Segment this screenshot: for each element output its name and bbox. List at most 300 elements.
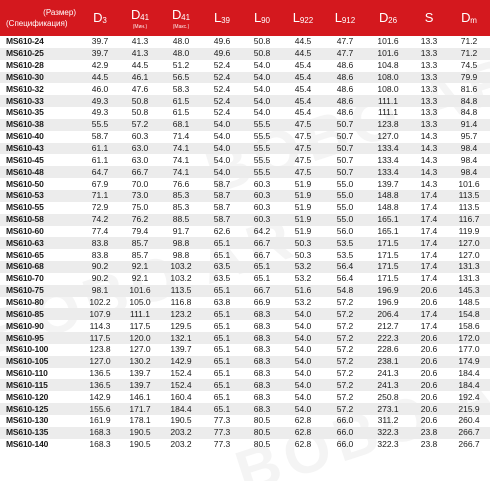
value-cell: 83.8 [91,249,109,260]
value-cell: 17.4 [420,320,438,331]
value-cell: 50.7 [336,154,354,165]
value-cell: 131.3 [458,261,480,272]
value-cell: 54.0 [294,356,312,367]
value-cell: 50.7 [336,166,354,177]
table-row [0,356,490,368]
value-cell: 45.4 [294,95,312,106]
column-symbol [335,10,355,25]
value-cell: 17.4 [420,308,438,319]
column-symbol-letter: D [461,10,471,25]
value-cell: 65.1 [213,332,231,343]
value-cell: 85.3 [172,190,190,201]
value-cell: 190.5 [129,427,151,438]
value-cell: 14.3 [420,166,438,177]
value-cell: 119.9 [458,225,480,236]
value-cell: 17.4 [420,237,438,248]
value-cell: 55.5 [253,143,271,154]
value-cell: 60.3 [253,178,271,189]
value-cell: 92.1 [131,273,149,284]
value-cell: 68.3 [253,403,271,414]
value-cell: 66.7 [253,285,271,296]
value-cell: 52.4 [213,95,231,106]
value-cell: 47.7 [336,36,354,47]
value-cell: 80.5 [253,427,271,438]
value-cell: 65.1 [213,368,231,379]
value-cell: 81.6 [460,83,478,94]
value-cell: 20.6 [420,379,438,390]
value-cell: 98.8 [172,249,190,260]
value-cell: 47.5 [294,119,312,130]
column-note: (Мин.) [132,23,148,30]
value-cell: 55.5 [91,119,109,130]
spec-name-cell: MS610-35 [6,107,44,118]
table-row [0,154,490,166]
table-row [0,131,490,143]
value-cell: 98.4 [460,143,478,154]
value-cell: 250.8 [377,391,399,402]
value-cell: 74.2 [91,214,109,225]
value-cell: 98.4 [460,166,478,177]
value-cell: 130.2 [129,356,151,367]
column-symbol-subscript: 912 [341,16,356,25]
spec-name-cell: MS610-25 [6,48,44,59]
table-row [0,391,490,403]
value-cell: 56.4 [336,273,354,284]
value-cell: 77.3 [213,439,231,450]
value-cell: 54.0 [213,154,231,165]
value-cell: 20.6 [420,391,438,402]
value-cell: 178.1 [129,415,151,426]
value-cell: 55.0 [336,214,354,225]
value-cell: 13.3 [420,71,438,82]
value-cell: 54.0 [213,166,231,177]
value-cell: 116.7 [458,214,480,225]
spec-name-cell: MS610-33 [6,95,44,106]
value-cell: 54.0 [253,83,271,94]
value-cell: 14.3 [420,143,438,154]
spec-name-cell: MS610-50 [6,178,44,189]
value-cell: 139.7 [170,344,192,355]
value-cell: 155.6 [89,403,111,414]
table-row [0,332,490,344]
value-cell: 152.4 [170,368,192,379]
value-cell: 66.7 [253,249,271,260]
value-cell: 71.1 [91,190,109,201]
value-cell: 58.7 [91,131,109,142]
value-cell: 54.0 [213,131,231,142]
table-row [0,427,490,439]
value-cell: 47.5 [294,154,312,165]
value-cell: 45.4 [294,83,312,94]
size-spec-header [0,0,80,36]
value-cell: 212.7 [377,320,399,331]
value-cell: 139.7 [377,178,399,189]
value-cell: 47.5 [294,166,312,177]
value-cell: 111.1 [129,308,150,319]
table-row [0,285,490,297]
value-cell: 57.2 [336,320,354,331]
value-cell: 68.3 [253,344,271,355]
column-symbol-letter: D [130,6,141,22]
value-cell: 90.2 [91,273,109,284]
value-cell: 54.0 [294,332,312,343]
column-symbol-letter: D [171,6,182,22]
value-cell: 139.7 [129,368,151,379]
value-cell: 13.3 [420,60,438,71]
value-cell: 39.7 [91,48,109,59]
table-row [0,178,490,190]
value-cell: 148.8 [377,190,399,201]
value-cell: 88.5 [172,214,190,225]
table-row [0,297,490,309]
column-symbol-subscript: 3 [102,16,107,25]
value-cell: 98.4 [460,154,478,165]
value-cell: 168.3 [89,439,111,450]
value-cell: 57.2 [336,391,354,402]
value-cell: 61.1 [91,154,109,165]
value-cell: 45.4 [294,60,312,71]
value-cell: 49.3 [91,107,109,118]
value-cell: 54.0 [213,119,231,130]
column-header-s [410,0,448,36]
value-cell: 53.2 [294,273,312,284]
value-cell: 62.8 [294,415,312,426]
value-cell: 54.0 [294,308,312,319]
value-cell: 123.8 [377,119,399,130]
value-cell: 48.6 [336,107,354,118]
value-cell: 120.0 [129,332,151,343]
value-cell: 113.5 [458,190,480,201]
value-cell: 190.5 [170,415,192,426]
value-cell: 20.6 [420,332,438,343]
value-cell: 51.9 [294,214,312,225]
value-cell: 39.7 [91,36,109,47]
value-cell: 57.2 [336,379,354,390]
spec-name-cell: MS610-68 [6,261,44,272]
value-cell: 66.9 [253,296,271,307]
value-cell: 101.6 [129,285,151,296]
value-cell: 57.2 [336,368,354,379]
value-cell: 92.1 [131,261,149,272]
value-cell: 51.9 [294,190,312,201]
value-cell: 107.9 [89,308,111,319]
value-cell: 53.5 [336,249,354,260]
value-cell: 63.5 [213,261,231,272]
value-cell: 123.8 [89,344,111,355]
spec-name-cell: MS610-63 [6,237,44,248]
value-cell: 65.1 [213,391,231,402]
spec-name-cell: MS610-24 [6,36,44,47]
value-cell: 60.3 [253,214,271,225]
value-cell: 184.4 [458,379,480,390]
column-symbol-letter: L [214,10,222,25]
value-cell: 54.0 [294,403,312,414]
spec-name-cell: MS610-48 [6,166,44,177]
value-cell: 148.8 [377,202,399,213]
value-cell: 54.0 [294,344,312,355]
spec-label: (Спецификация) [6,19,68,28]
value-cell: 103.2 [170,273,192,284]
column-symbol-letter: L [254,10,262,25]
value-cell: 44.5 [294,48,312,59]
value-cell: 68.3 [253,320,271,331]
spec-name-cell: MS610-32 [6,83,44,94]
value-cell: 53.2 [294,261,312,272]
value-cell: 68.3 [253,391,271,402]
value-cell: 68.3 [253,368,271,379]
spec-name-cell: MS610-53 [6,190,44,201]
value-cell: 17.4 [420,225,438,236]
value-cell: 50.8 [131,107,149,118]
value-cell: 203.2 [170,439,192,450]
value-cell: 74.1 [172,166,190,177]
value-cell: 20.6 [420,344,438,355]
column-symbol-subscript: 41 [140,12,150,22]
value-cell: 60.3 [253,202,271,213]
column-symbol-letter: D [93,10,103,25]
value-cell: 50.8 [253,48,271,59]
value-cell: 101.6 [377,36,399,47]
value-cell: 184.4 [458,368,480,379]
value-cell: 105.0 [129,296,151,307]
value-cell: 17.4 [420,249,438,260]
value-cell: 68.3 [253,308,271,319]
value-cell: 90.2 [91,261,109,272]
value-cell: 51.9 [294,225,312,236]
spec-name-cell: MS610-105 [6,356,49,367]
spec-name-cell: MS610-70 [6,273,44,284]
value-cell: 192.4 [458,391,480,402]
value-cell: 127.0 [129,344,151,355]
value-cell: 45.4 [294,107,312,118]
value-cell: 311.2 [377,415,399,426]
table-row [0,143,490,155]
value-cell: 60.3 [253,190,271,201]
value-cell: 127.0 [89,356,111,367]
table-header [0,0,490,36]
value-cell: 44.5 [131,60,149,71]
value-cell: 108.0 [377,71,399,82]
value-cell: 53.5 [336,237,354,248]
spec-name-cell: MS610-95 [6,332,44,343]
value-cell: 47.5 [294,143,312,154]
value-cell: 260.4 [458,415,480,426]
value-cell: 241.3 [377,368,399,379]
value-cell: 158.6 [458,320,480,331]
value-cell: 238.1 [377,356,399,367]
value-cell: 41.3 [131,36,149,47]
value-cell: 20.6 [420,403,438,414]
value-cell: 20.6 [420,368,438,379]
value-cell: 55.5 [253,131,271,142]
value-cell: 85.7 [131,249,149,260]
table-row [0,83,490,95]
column-symbol [379,10,397,25]
table-row [0,320,490,332]
spec-name-cell: MS610-110 [6,368,48,379]
value-cell: 131.3 [458,273,480,284]
table-row [0,60,490,72]
value-cell: 51.6 [294,285,312,296]
value-cell: 46.1 [131,71,149,82]
value-cell: 20.6 [420,296,438,307]
spec-name-cell: MS610-130 [6,415,49,426]
spec-name-cell: MS610-28 [6,60,44,71]
value-cell: 14.3 [420,131,438,142]
value-cell: 64.7 [91,166,109,177]
value-cell: 80.5 [253,415,271,426]
value-cell: 60.3 [131,131,149,142]
table-row [0,226,490,238]
column-header-l922 [282,0,324,36]
column-note: (Макс.) [172,23,190,30]
value-cell: 117.5 [129,320,151,331]
value-cell: 70.0 [131,178,149,189]
value-cell: 54.0 [253,107,271,118]
value-cell: 50.8 [131,95,149,106]
value-cell: 116.8 [170,296,192,307]
value-cell: 57.2 [336,356,354,367]
table-row [0,273,490,285]
value-cell: 63.5 [213,273,231,284]
value-cell: 76.6 [172,178,190,189]
spec-name-cell: MS610-100 [6,344,49,355]
value-cell: 91.4 [460,119,478,130]
value-cell: 13.3 [420,48,438,59]
value-cell: 142.9 [89,391,111,402]
value-cell: 50.7 [336,131,354,142]
column-symbol [425,10,433,25]
value-cell: 51.9 [294,202,312,213]
value-cell: 71.4 [172,131,190,142]
value-cell: 74.1 [172,154,190,165]
value-cell: 48.0 [172,36,190,47]
value-cell: 56.5 [172,71,190,82]
value-cell: 68.3 [253,356,271,367]
value-cell: 266.7 [458,439,480,450]
spec-name-cell: MS610-38 [6,119,44,130]
value-cell: 85.3 [172,202,190,213]
table-row [0,415,490,427]
value-cell: 58.7 [213,202,231,213]
value-cell: 161.9 [89,415,111,426]
value-cell: 17.4 [420,273,438,284]
value-cell: 84.8 [460,95,478,106]
table-row [0,72,490,84]
table-row [0,403,490,415]
value-cell: 206.4 [377,308,399,319]
value-cell: 52.4 [213,107,231,118]
value-cell: 171.5 [377,261,399,272]
value-cell: 133.4 [377,166,399,177]
table-row [0,48,490,60]
value-cell: 177.0 [458,344,480,355]
column-symbol [131,7,149,22]
spec-name-cell: MS610-135 [6,427,49,438]
spec-name-cell: MS610-75 [6,285,44,296]
value-cell: 75.0 [131,202,149,213]
value-cell: 132.1 [170,332,192,343]
value-cell: 228.6 [377,344,399,355]
value-cell: 65.1 [213,344,231,355]
table-row [0,214,490,226]
column-symbol-subscript: 90 [261,16,270,25]
value-cell: 171.5 [377,237,399,248]
value-cell: 47.5 [294,131,312,142]
value-cell: 58.3 [172,83,190,94]
table-row [0,379,490,391]
column-symbol [93,10,107,25]
value-cell: 65.1 [213,379,231,390]
value-cell: 241.3 [377,379,399,390]
spec-name-cell: MS610-45 [6,154,44,165]
value-cell: 85.7 [131,237,149,248]
column-symbol-letter: S [424,10,434,25]
value-cell: 215.9 [458,403,480,414]
value-cell: 63.0 [131,154,149,165]
value-cell: 136.5 [89,368,111,379]
table-row [0,237,490,249]
value-cell: 136.5 [89,379,111,390]
value-cell: 58.7 [213,190,231,201]
value-cell: 203.2 [170,427,192,438]
value-cell: 98.8 [172,237,190,248]
value-cell: 66.0 [336,439,354,450]
value-cell: 50.7 [336,119,354,130]
value-cell: 123.2 [170,308,192,319]
value-cell: 17.4 [420,190,438,201]
value-cell: 56.0 [336,225,354,236]
value-cell: 54.0 [253,60,271,71]
value-cell: 174.9 [458,356,480,367]
value-cell: 322.3 [377,427,399,438]
value-cell: 54.0 [253,71,271,82]
table-row [0,439,490,451]
value-cell: 55.0 [336,202,354,213]
value-cell: 45.4 [294,71,312,82]
value-cell: 56.4 [336,261,354,272]
value-cell: 48.6 [336,71,354,82]
spec-name-cell: MS610-85 [6,308,44,319]
value-cell: 20.6 [420,415,438,426]
column-symbol [214,10,230,25]
value-cell: 57.2 [336,332,354,343]
value-cell: 13.3 [420,119,438,130]
value-cell: 129.5 [170,320,192,331]
value-cell: 171.5 [377,249,399,260]
value-cell: 65.1 [253,273,271,284]
value-cell: 42.9 [91,60,109,71]
value-cell: 49.6 [213,48,231,59]
value-cell: 74.5 [460,60,478,71]
value-cell: 47.6 [131,83,149,94]
value-cell: 165.1 [377,214,399,225]
value-cell: 322.3 [377,439,399,450]
column-symbol-letter: L [292,10,300,25]
column-symbol-subscript: 922 [299,16,314,25]
value-cell: 102.2 [89,296,111,307]
value-cell: 41.3 [131,48,149,59]
value-cell: 57.2 [336,344,354,355]
value-cell: 54.0 [294,320,312,331]
value-cell: 67.9 [91,178,109,189]
value-cell: 84.8 [460,107,478,118]
value-cell: 44.5 [91,71,109,82]
value-cell: 57.2 [336,403,354,414]
value-cell: 61.1 [91,143,109,154]
value-cell: 142.9 [170,356,192,367]
table-row [0,107,490,119]
